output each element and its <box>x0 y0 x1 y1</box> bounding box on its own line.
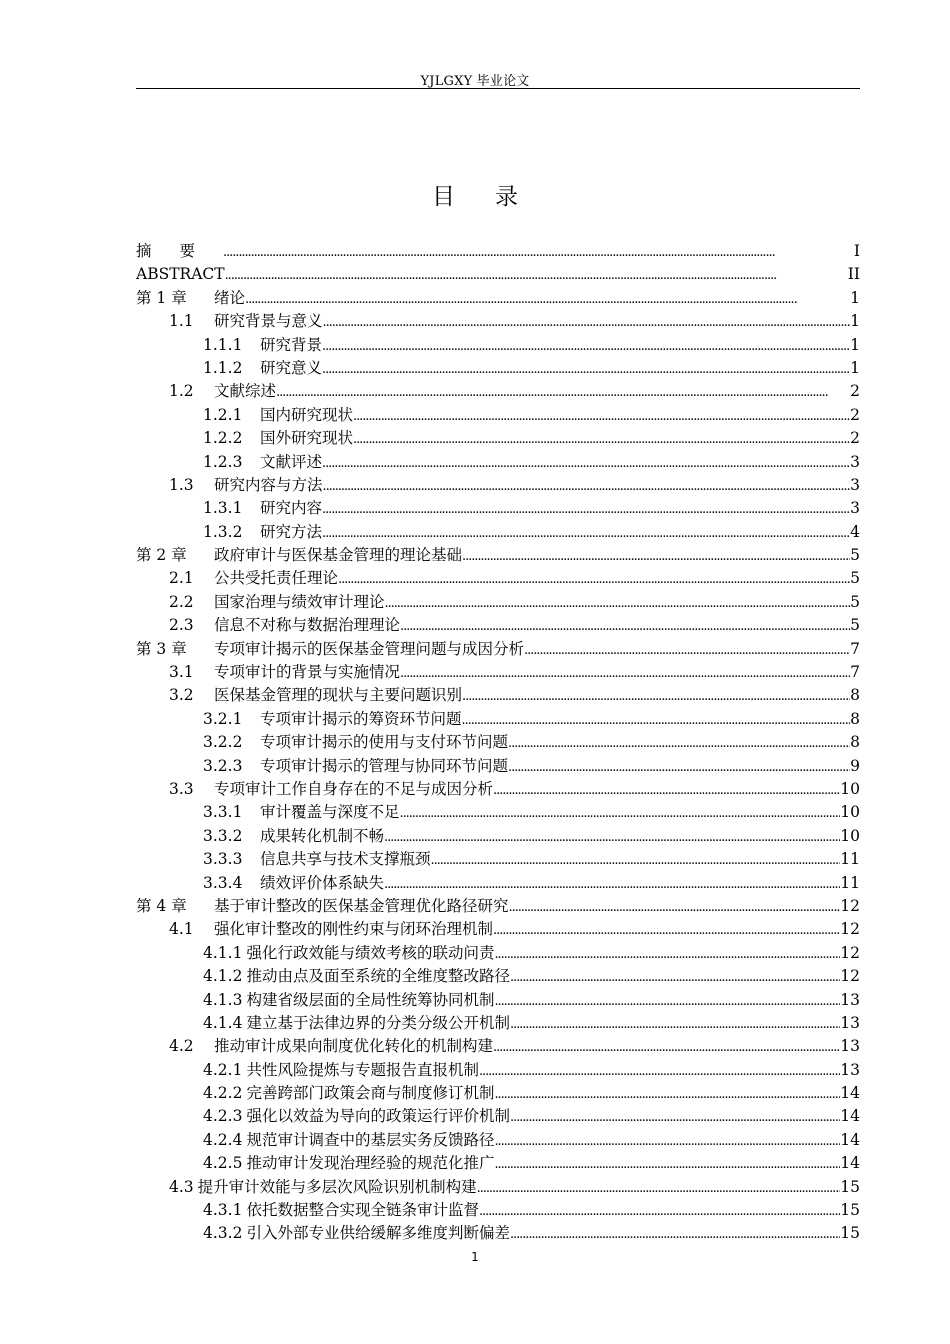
toc-entry[interactable] <box>136 310 860 333</box>
toc-entry-number: 4.3.1 <box>203 1201 243 1220</box>
toc-entry[interactable] <box>136 1105 860 1128</box>
dot-leader <box>493 1036 840 1058</box>
toc-entry[interactable] <box>136 1059 860 1082</box>
running-header: YJLGXY 毕业论文 <box>420 74 530 89</box>
toc-entry-title: 信息不对称与数据治理理论 <box>214 616 401 635</box>
toc-entry[interactable] <box>136 497 860 520</box>
dot-leader <box>510 966 840 988</box>
toc-entry-number: 4.3.2 <box>203 1224 243 1243</box>
toc-entry[interactable] <box>136 1152 860 1175</box>
toc-entry-page: 2 <box>850 382 860 401</box>
toc-entry-page: 2 <box>850 429 860 448</box>
toc-entry-title: 专项审计的背景与实施情况 <box>214 663 401 682</box>
toc-entry-page: 10 <box>840 779 860 798</box>
dot-leader <box>322 452 850 474</box>
toc-entry-title: 专项审计揭示的使用与支付环节问题 <box>260 733 509 752</box>
toc-entry-title: 完善跨部门政策会商与制度修订机制 <box>246 1084 495 1103</box>
toc-entry[interactable] <box>136 334 860 357</box>
toc-entry-title: 医保基金管理的现状与主要问题识别 <box>214 686 463 705</box>
toc-entry-page: 8 <box>850 733 860 752</box>
toc-entry-page: 10 <box>840 826 860 845</box>
toc-entry-number: 第 4 章 <box>136 896 187 915</box>
toc-entry-number: 1.3.1 <box>203 499 243 518</box>
dot-leader <box>509 896 841 918</box>
toc-entry-page: 12 <box>840 920 860 939</box>
toc-entry-number: 3.2.3 <box>203 756 243 775</box>
toc-entry-page: 12 <box>840 943 860 962</box>
toc-entry-title: 研究背景 <box>260 335 323 354</box>
dot-leader <box>494 1153 840 1175</box>
toc-title: 目录 <box>432 184 558 210</box>
dot-leader <box>477 1177 841 1199</box>
toc-entry-title: 文献评述 <box>260 452 323 471</box>
toc-entry-page: 8 <box>850 686 860 705</box>
toc-entry-title: 研究意义 <box>260 358 323 377</box>
toc-entry-number: 4.3 <box>169 1177 194 1196</box>
dot-leader <box>400 662 850 684</box>
toc-entry-page: 3 <box>850 452 860 471</box>
dot-leader <box>494 943 840 965</box>
toc-entry-page: 10 <box>840 803 860 822</box>
toc-entry-page: 14 <box>840 1130 860 1149</box>
toc-entry-title: 摘要 <box>136 242 224 260</box>
dot-leader <box>400 802 841 824</box>
toc-entry-number: 1.2 <box>169 382 194 401</box>
toc-entry-page: 5 <box>850 569 860 588</box>
dot-leader <box>245 288 850 310</box>
toc-entry[interactable] <box>136 638 860 661</box>
dot-leader <box>524 639 850 661</box>
toc-entry-title: 绪论 <box>214 288 246 307</box>
dot-leader <box>508 732 850 754</box>
dot-leader <box>322 358 850 380</box>
toc-entry-number: 3.3 <box>169 779 194 798</box>
footer-page-number: 1 <box>471 1250 479 1264</box>
toc-entry-page: 5 <box>850 616 860 635</box>
dot-leader <box>462 709 851 731</box>
dot-leader <box>479 1060 840 1082</box>
toc-entry[interactable] <box>136 1199 860 1222</box>
toc-entry-number: 2.1 <box>169 569 194 588</box>
toc-entry-number: 第 1 章 <box>136 288 187 307</box>
toc-entry-number: 2.2 <box>169 592 194 611</box>
toc-entry-number: 1.1.1 <box>203 335 243 354</box>
toc-entry[interactable] <box>136 778 860 801</box>
toc-entry-number: 3.3.2 <box>203 826 243 845</box>
toc-entry-page: 1 <box>850 312 860 331</box>
dot-leader <box>462 545 850 567</box>
toc-entry[interactable] <box>136 895 860 918</box>
toc-entry[interactable] <box>136 1222 860 1245</box>
toc-entry-title: 研究内容与方法 <box>214 475 323 494</box>
toc-entry[interactable] <box>136 825 860 848</box>
toc-entry-number: 4.2 <box>169 1037 194 1056</box>
toc-entry[interactable] <box>136 872 860 895</box>
toc-entry-title: 规范审计调查中的基层实务反馈路径 <box>246 1130 495 1149</box>
dot-leader <box>510 1223 840 1245</box>
dot-leader <box>400 615 850 637</box>
toc-entry-page: 15 <box>840 1224 860 1243</box>
toc-entry[interactable] <box>136 521 860 544</box>
toc-entry[interactable] <box>136 755 860 778</box>
toc-entry-number: 2.3 <box>169 616 194 635</box>
toc-entry-title: 专项审计揭示的医保基金管理问题与成因分析 <box>214 639 525 658</box>
toc-entry-title: 基于审计整改的医保基金管理优化路径研究 <box>214 896 509 915</box>
toc-entry-title: 推动审计成果向制度优化转化的机制构建 <box>214 1037 494 1056</box>
toc-entry-page: 13 <box>840 990 860 1009</box>
dot-leader <box>353 405 850 427</box>
toc-entry-number: 4.1 <box>169 920 194 939</box>
toc-entry[interactable] <box>136 451 860 474</box>
toc-entry-page: 1 <box>850 335 860 354</box>
toc-entry[interactable] <box>136 918 860 941</box>
toc-entry-page: 1 <box>850 288 860 307</box>
dot-leader <box>276 381 850 403</box>
toc-entry[interactable] <box>136 801 860 824</box>
toc-entry[interactable] <box>136 240 860 263</box>
toc-entry-number: 4.2.4 <box>203 1130 243 1149</box>
dot-leader <box>431 849 841 871</box>
toc-entry-page: 14 <box>840 1084 860 1103</box>
toc-entry-page: 12 <box>840 896 860 915</box>
toc-entry-page: 2 <box>850 405 860 424</box>
toc-entry-number: 1.3 <box>169 475 194 494</box>
header-rule <box>136 88 860 89</box>
dot-leader <box>322 522 850 544</box>
dot-leader <box>353 428 850 450</box>
toc-entry[interactable] <box>136 1129 860 1152</box>
toc-entry-number: 4.2.1 <box>203 1060 243 1079</box>
dot-leader <box>384 873 840 895</box>
toc-entry-title: 政府审计与医保基金管理的理论基础 <box>214 546 463 565</box>
toc-entry-title: 建立基于法律边界的分类分级公开机制 <box>246 1013 510 1032</box>
dot-leader <box>322 498 850 520</box>
dot-leader <box>493 779 840 801</box>
toc-entry-page: 8 <box>850 709 860 728</box>
dot-leader <box>494 990 840 1012</box>
toc-entry-title: 国家治理与绩效审计理论 <box>214 592 385 611</box>
toc-entry-title: 国内研究现状 <box>260 405 354 424</box>
toc-entry-page: II <box>847 265 860 284</box>
toc-entry-title: 绩效评价体系缺失 <box>260 873 385 892</box>
toc-entry-title: 共性风险提炼与专题报告直报机制 <box>246 1060 479 1079</box>
toc-entry-number: 4.2.5 <box>203 1154 243 1173</box>
dot-leader <box>462 685 850 707</box>
dot-leader <box>494 1130 840 1152</box>
toc-entry-number: 1.2.1 <box>203 405 243 424</box>
toc-entry-title: 公共受托责任理论 <box>214 569 339 588</box>
toc-entry-title: 审计覆盖与深度不足 <box>260 803 400 822</box>
toc-entry-page: 3 <box>850 499 860 518</box>
toc-entry-number: 第 2 章 <box>136 546 187 565</box>
toc-entry-title: 专项审计揭示的管理与协同环节问题 <box>260 756 509 775</box>
toc-entry-title: 信息共享与技术支撑瓶颈 <box>260 850 431 869</box>
toc-entry[interactable] <box>136 684 860 707</box>
toc-entry[interactable] <box>136 357 860 380</box>
dot-leader <box>323 475 851 497</box>
toc-entry-title: 国外研究现状 <box>260 429 354 448</box>
toc-entry-title: 文献综述 <box>214 382 277 401</box>
toc-entry-page: 15 <box>840 1201 860 1220</box>
toc-entry-title: 提升审计效能与多层次风险识别机制构建 <box>197 1177 477 1196</box>
dot-leader <box>510 1013 840 1035</box>
toc-entry-title: 依托数据整合实现全链条审计监督 <box>246 1201 479 1220</box>
dot-leader <box>385 592 851 614</box>
toc-entry[interactable] <box>136 942 860 965</box>
dot-leader <box>323 311 851 333</box>
toc-entry-number: 3.2.1 <box>203 709 243 728</box>
toc-entry-title: 引入外部专业供给缓解多维度判断偏差 <box>246 1224 510 1243</box>
toc-entry-number: 3.3.1 <box>203 803 243 822</box>
toc-entry[interactable] <box>136 1035 860 1058</box>
toc-entry[interactable] <box>136 661 860 684</box>
toc-entry-number: 4.1.4 <box>203 1013 243 1032</box>
toc-entry[interactable] <box>136 1082 860 1105</box>
toc-entry[interactable] <box>136 1012 860 1035</box>
toc-entry-page: 15 <box>840 1177 860 1196</box>
toc-entry[interactable] <box>136 427 860 450</box>
toc-entry-page: 13 <box>840 1037 860 1056</box>
toc-entry-number: 4.2.2 <box>203 1084 243 1103</box>
toc-entry-page: 7 <box>850 663 860 682</box>
toc-entry-number: 第 3 章 <box>136 639 187 658</box>
toc-entry-number: 3.3.4 <box>203 873 243 892</box>
toc-entry[interactable] <box>136 591 860 614</box>
toc-entry[interactable] <box>136 848 860 871</box>
dot-leader <box>510 1106 840 1128</box>
toc-entry-title: 推动审计发现治理经验的规范化推广 <box>246 1154 495 1173</box>
toc-entry-title: 研究背景与意义 <box>214 312 323 331</box>
toc-entry-number: 4.2.3 <box>203 1107 243 1126</box>
toc-entry-page: 3 <box>850 475 860 494</box>
toc-entry-page: 11 <box>840 850 860 869</box>
toc-entry-number: 1.1 <box>169 312 194 331</box>
toc-entry[interactable] <box>136 404 860 427</box>
toc-entry[interactable] <box>136 1176 860 1199</box>
dot-leader <box>493 919 840 941</box>
toc-entry-title: 成果转化机制不畅 <box>260 826 385 845</box>
toc-entry-page: 13 <box>840 1013 860 1032</box>
toc-entry-number: 3.2 <box>169 686 194 705</box>
dot-leader <box>225 264 848 286</box>
toc-entry-page: 7 <box>850 639 860 658</box>
toc-entry-number: 1.2.3 <box>203 452 243 471</box>
toc-entry-page: 14 <box>840 1154 860 1173</box>
toc-entry-page: 12 <box>840 967 860 986</box>
toc-entry-title: 专项审计工作自身存在的不足与成因分析 <box>214 779 494 798</box>
toc-entry-number: 3.2.2 <box>203 733 243 752</box>
toc-entry-number: 1.2.2 <box>203 429 243 448</box>
toc-entry-number: 3.1 <box>169 663 194 682</box>
toc-entry-number: 1.1.2 <box>203 358 243 377</box>
toc-entry-number: 4.1.3 <box>203 990 243 1009</box>
dot-leader <box>479 1200 840 1222</box>
toc-entry-title: 构建省级层面的全局性统筹协同机制 <box>246 990 495 1009</box>
toc-entry-page: 5 <box>850 546 860 565</box>
toc-entry-number: 4.1.1 <box>203 943 243 962</box>
toc-entry[interactable] <box>136 731 860 754</box>
dot-leader <box>338 568 850 590</box>
dot-leader <box>384 826 840 848</box>
toc-entry-title: 推动由点及面至系统的全维度整改路径 <box>246 967 510 986</box>
toc-entry-page: 9 <box>850 756 860 775</box>
toc-entry[interactable] <box>136 380 860 403</box>
toc-entry-page: 13 <box>840 1060 860 1079</box>
toc-entry[interactable] <box>136 989 860 1012</box>
toc-entry-title: 研究方法 <box>260 522 323 541</box>
table-of-contents <box>136 240 860 1246</box>
toc-entry[interactable] <box>136 287 860 310</box>
dot-leader <box>508 756 850 778</box>
toc-entry[interactable] <box>136 544 860 567</box>
toc-entry-title: 强化审计整改的刚性约束与闭环治理机制 <box>214 920 494 939</box>
toc-entry-title: ABSTRACT <box>136 265 225 284</box>
toc-entry-page: 4 <box>850 522 860 541</box>
toc-entry[interactable] <box>136 708 860 731</box>
toc-entry-page: 14 <box>840 1107 860 1126</box>
toc-entry-number: 3.3.3 <box>203 850 243 869</box>
toc-entry-title: 专项审计揭示的筹资环节问题 <box>260 709 462 728</box>
dot-leader <box>223 241 854 263</box>
toc-entry-title: 研究内容 <box>260 499 323 518</box>
toc-entry-page: 11 <box>840 873 860 892</box>
toc-entry-page: 1 <box>850 358 860 377</box>
toc-entry[interactable] <box>136 263 860 286</box>
dot-leader <box>494 1083 840 1105</box>
toc-entry-title: 强化以效益为导向的政策运行评价机制 <box>246 1107 510 1126</box>
toc-entry[interactable] <box>136 965 860 988</box>
toc-entry-title: 强化行政效能与绩效考核的联动问责 <box>246 943 495 962</box>
dot-leader <box>322 335 850 357</box>
toc-entry-page: I <box>853 242 860 260</box>
toc-entry-number: 4.1.2 <box>203 967 243 986</box>
toc-entry[interactable] <box>136 567 860 590</box>
toc-entry-number: 1.3.2 <box>203 522 243 541</box>
toc-entry[interactable] <box>136 614 860 637</box>
toc-entry-page: 5 <box>850 592 860 611</box>
toc-entry[interactable] <box>136 474 860 497</box>
